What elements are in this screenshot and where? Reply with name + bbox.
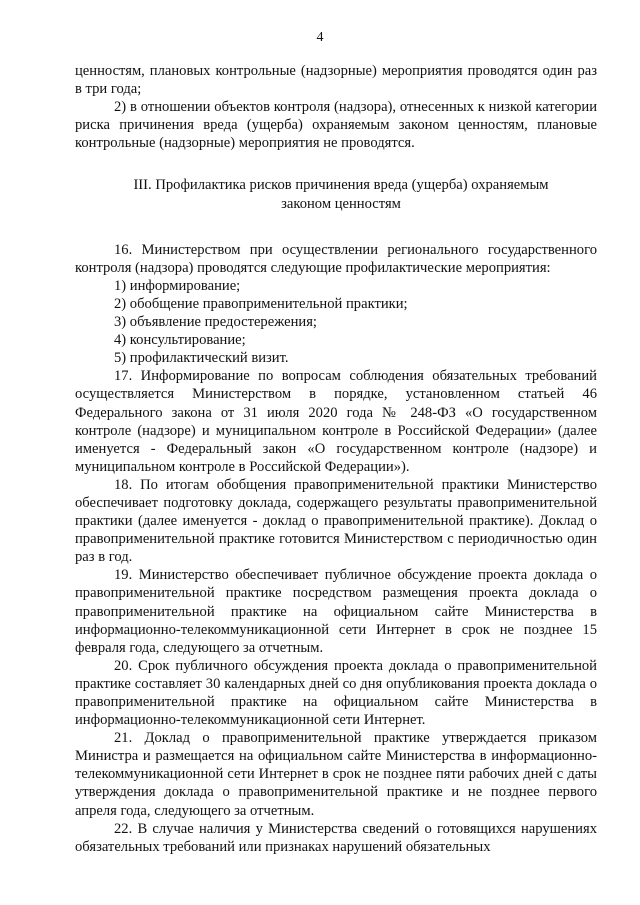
section-heading-line-2: законом ценностям (281, 195, 401, 212)
paragraph-19: 19. Министерство обеспечивает публичное обсуждение проекта доклада о правоприменительной практике посредством размещения проекта доклада о правоприменительной практике на официальном сайте Министерства в информационно-телекоммуникационной сети Интернет в срок не позднее 15 февраля года, следующего за отчетным. (75, 567, 597, 656)
paragraph-18: 18. По итогам обобщения правоприменительной практики Министерство обеспечивает подготовку доклада, содержащего результаты правоприменительной практики (далее именуется - доклад о правоприменительной практике). Доклад о правоприменительной практике готовится Министерством с периодичностью один раз в год. (75, 476, 597, 566)
section-heading-line-1: III. Профилактика рисков причинения вреда (ущерба) охраняемым (133, 177, 549, 194)
paragraph-16: 16. Министерством при осуществлении регионального государственного контроля (надзора) проводятся следующие профилактические мероприятия: (75, 241, 597, 276)
list-item: 5) профилактический визит. (114, 350, 289, 367)
paragraph-17: 17. Информирование по вопросам соблюдения обязательных требований осуществляется Министерством в порядке, установленном статьей 46 Федерального закона от 31 июля 2020 года № 248-ФЗ «О государственном контроле (надзоре) и муниципальном контроле в Российской Федерации» (далее именуется - Федеральный закон «О государственном контроле (надзоре) и муниципальном контроле в Российской Федерации»). (75, 368, 597, 475)
paragraph-20: 20. Срок публичного обсуждения проекта доклада о правоприменительной практике составляет 30 календарных дней со дня опубликования проекта доклада о правоприменительной практике на официальном сайте Министерства в информационно-телекоммуникационной сети Интернет. (75, 657, 597, 729)
list-item: 3) объявление предостережения; (114, 314, 317, 331)
paragraph-intro-item-2: 2) в отношении объектов контроля (надзора), отнесенных к низкой категории риска причинения вреда (ущерба) охраняемым законом ценностям, плановые контрольные (надзорные) мероприятия не проводятся. (75, 99, 597, 152)
list-item: 1) информирование; (114, 277, 241, 294)
list-item: 4) консультирование; (114, 332, 246, 349)
paragraph-21: 21. Доклад о правоприменительной практике утверждается приказом Министра и размещается на официальном сайте Министерства в информационно-телекоммуникационной сети Интернет в срок не позднее пяти рабочих дней с даты утверждения доклада о правоприменительной практике и не позднее первого апреля года, следующего за отчетным. (75, 730, 597, 819)
paragraph-intro-continuation: ценностям, плановых контрольные (надзорные) мероприятия проводятся один раз в три года; (75, 63, 597, 98)
list-item: 2) обобщение правоприменительной практики; (114, 295, 408, 312)
page-number: 4 (316, 30, 324, 45)
paragraph-22: 22. В случае наличия у Министерства сведений о готовящихся нарушениях обязательных требований или признаках нарушений обязательных (75, 820, 597, 855)
document-body (75, 62, 597, 856)
section-heading (75, 176, 597, 212)
